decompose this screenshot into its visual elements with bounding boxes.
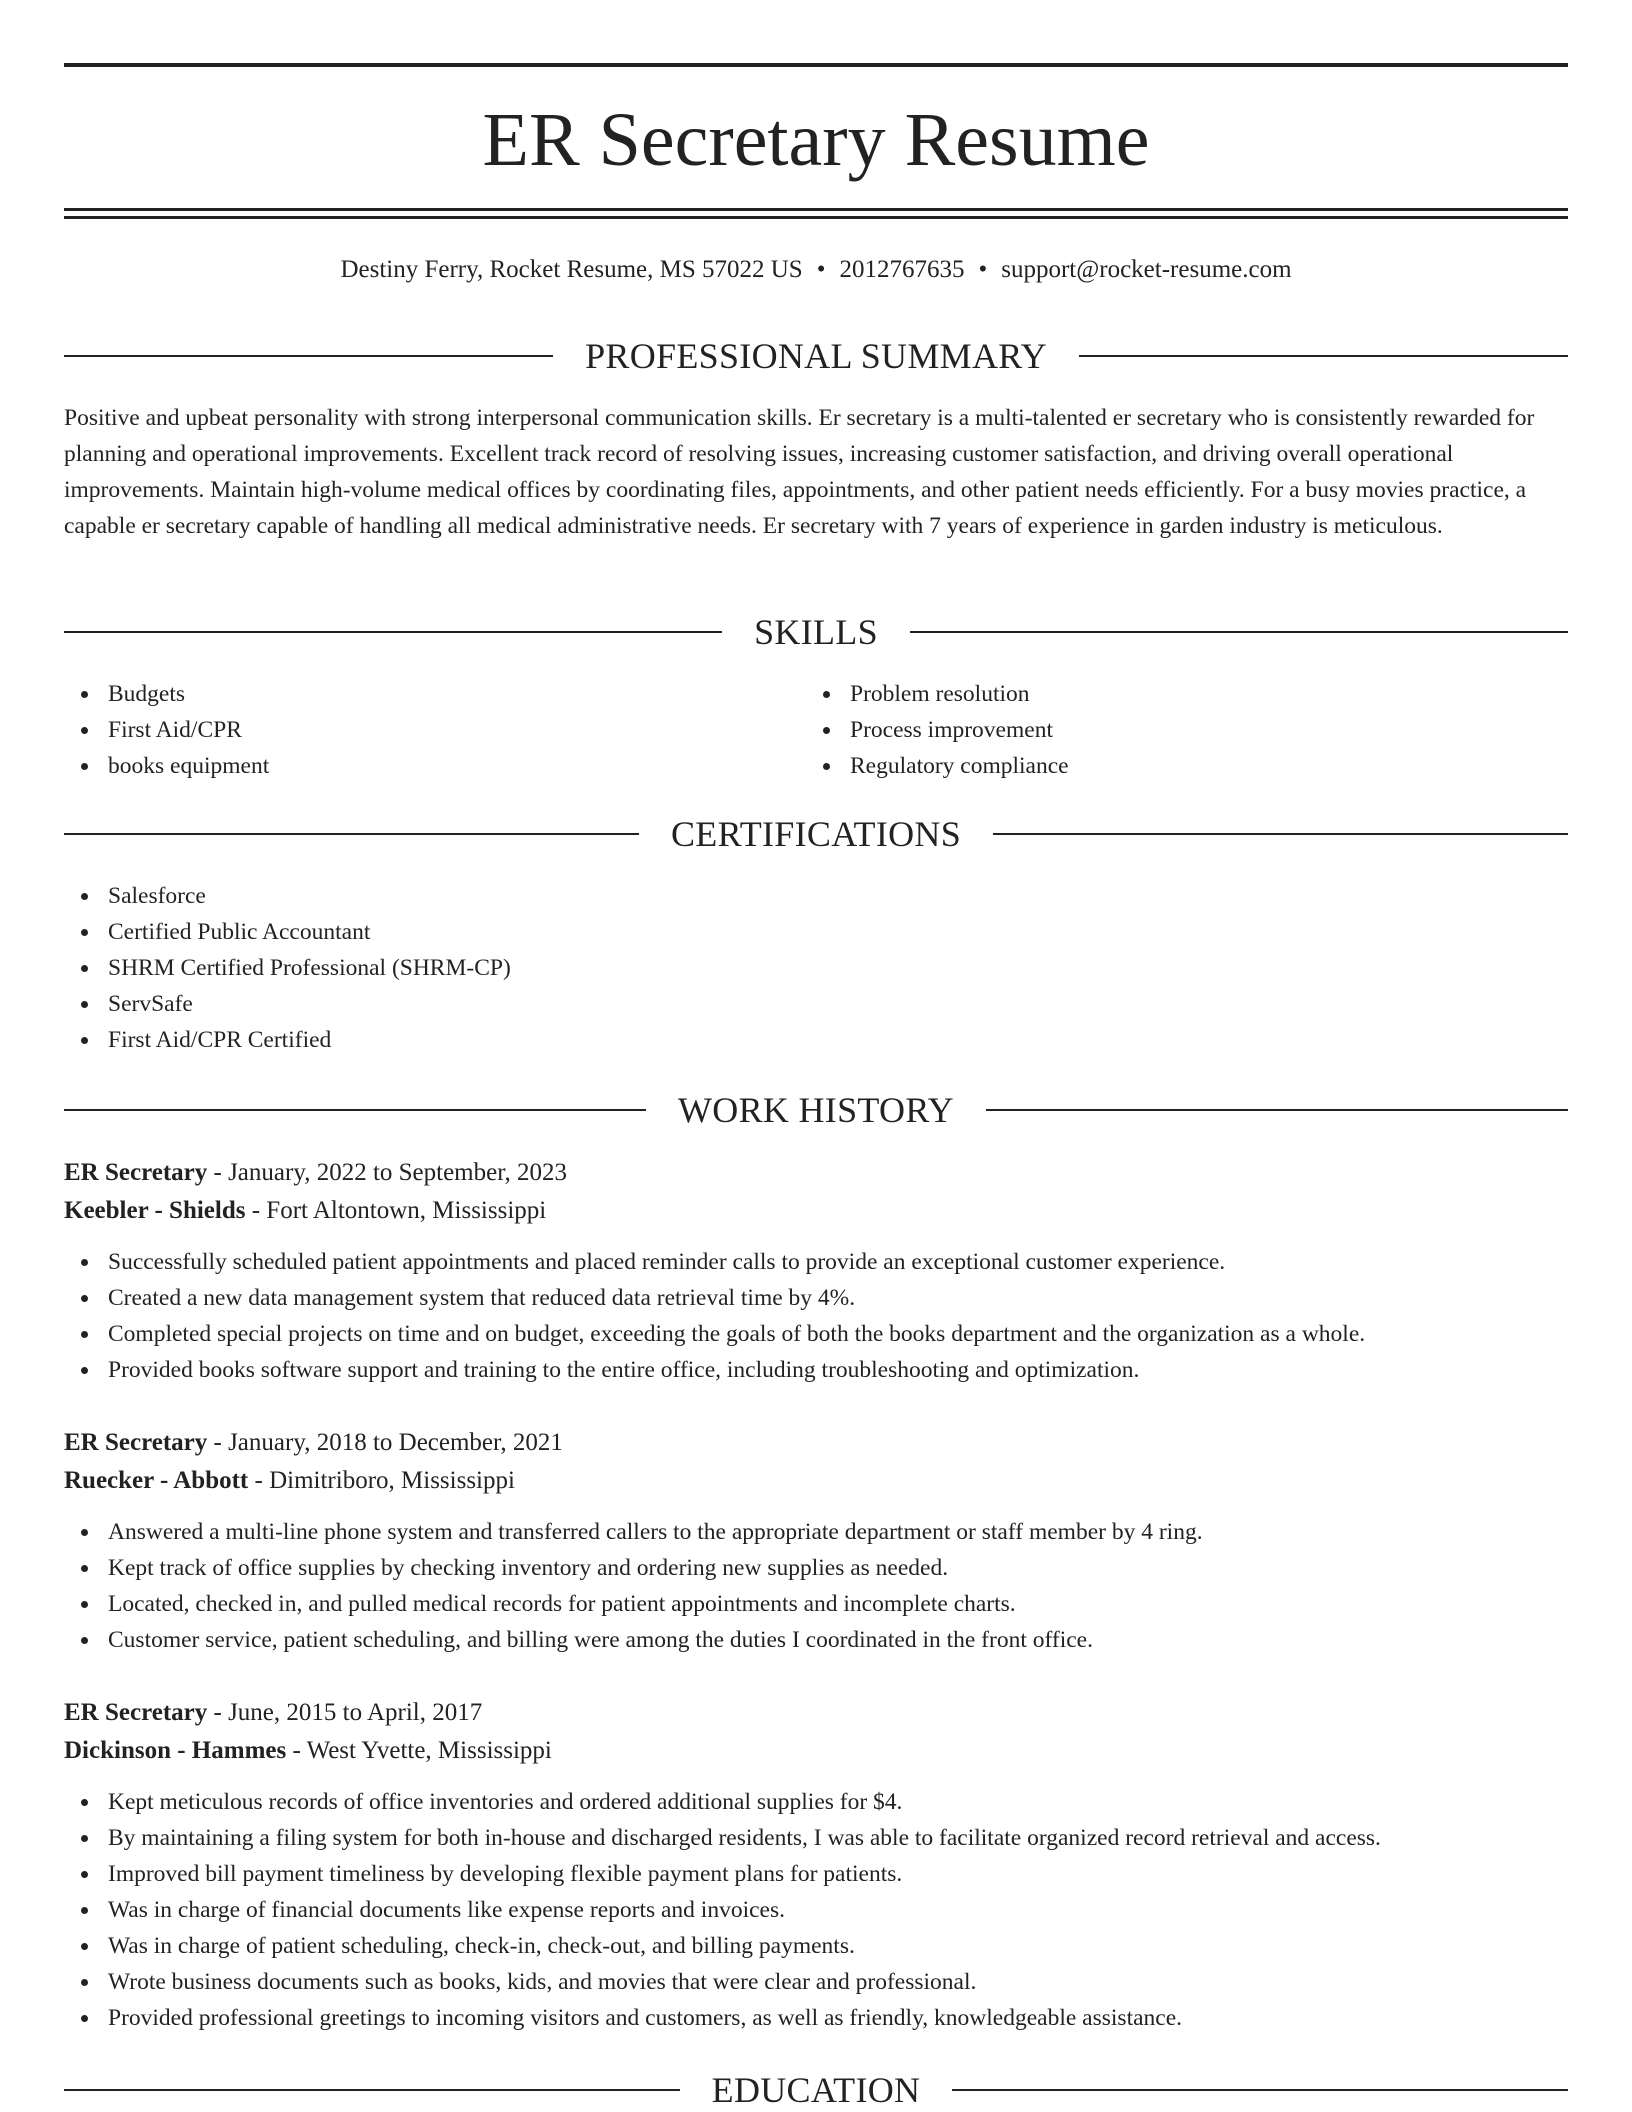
job-title: ER Secretary — [64, 1699, 208, 1726]
section-title-summary: PROFESSIONAL SUMMARY — [585, 336, 1047, 376]
job-company-line — [64, 1462, 1568, 1500]
job-location: - Fort Altontown, Mississippi — [245, 1197, 547, 1224]
section-header-work-history — [64, 1088, 1568, 1132]
job-company-line — [64, 1192, 1568, 1230]
job-duty: Wrote business documents such as books, kids, and movies that were clear and professional. — [64, 1964, 1568, 2000]
job-duty: By maintaining a filing system for both in-house and discharged residents, I was able to facilitate organized record retrieval and access. — [64, 1820, 1568, 1856]
certification-item: SHRM Certified Professional (SHRM-CP) — [64, 950, 511, 986]
job-duty: Provided books software support and training to the entire office, including troubleshooting and optimization. — [64, 1352, 1568, 1388]
section-title-work-history: WORK HISTORY — [678, 1090, 954, 1130]
job-duty: Created a new data management system that reduced data retrieval time by 4%. — [64, 1280, 1568, 1316]
certification-item: Certified Public Accountant — [64, 914, 511, 950]
contact-separator: • — [816, 256, 826, 283]
job-company: Keebler - Shields — [64, 1197, 246, 1224]
contact-phone: 2012767635 — [839, 256, 965, 283]
job-duty: Kept meticulous records of office inventories and ordered additional supplies for $4. — [64, 1784, 1568, 1820]
section-title-skills: SKILLS — [754, 612, 878, 652]
section-header-certifications — [64, 812, 1568, 856]
job-dates: - January, 2022 to September, 2023 — [207, 1159, 568, 1186]
section-header-summary — [64, 334, 1568, 378]
section-header-education — [64, 2068, 1568, 2112]
job-company: Ruecker - Abbott — [64, 1467, 249, 1494]
header-top-rule — [64, 63, 1568, 67]
skills-list-left — [64, 676, 269, 784]
job-duty: Provided professional greetings to incoming visitors and customers, as well as friendly, knowledgeable assistance. — [64, 2000, 1568, 2036]
skill-item: Regulatory compliance — [806, 748, 1069, 784]
certification-item: ServSafe — [64, 986, 511, 1022]
contact-email: support@rocket-resume.com — [1001, 256, 1292, 283]
section-rule-right — [993, 833, 1568, 835]
section-rule-right — [986, 1109, 1568, 1111]
certifications-list — [64, 878, 511, 1058]
summary-text: Positive and upbeat personality with strong interpersonal communication skills. Er secretary is a multi-talented er secretary who is consistently rewarded for planning and operational improvements. Excellent track record of resolving issues, increasing customer satisfaction, and driving overall operational improvements. Maintain high-volume medical offices by coordinating files, appointments, and other patient needs efficiently. For a busy movies practice, a capable er secretary capable of handling all medical administrative needs. Er secretary with 7 years of experience in garden industry is meticulous. — [64, 405, 1535, 539]
section-header-skills — [64, 610, 1568, 654]
job-entry — [64, 1424, 1568, 1658]
job-location: - West Yvette, Mississippi — [286, 1737, 552, 1764]
contact-address: Destiny Ferry, Rocket Resume, MS 57022 US — [340, 256, 803, 283]
job-title-line — [64, 1694, 1568, 1732]
job-entry — [64, 1154, 1568, 1388]
certification-item: Salesforce — [64, 878, 511, 914]
header-rule-upper — [64, 208, 1568, 211]
section-rule-left — [64, 355, 553, 357]
job-company-line — [64, 1732, 1568, 1770]
skills-list-right — [806, 676, 1069, 784]
job-duties-list — [64, 1784, 1568, 2036]
contact-separator: • — [978, 256, 988, 283]
job-duty: Customer service, patient scheduling, and billing were among the duties I coordinated in the front office. — [64, 1622, 1568, 1658]
section-rule-right — [910, 631, 1568, 633]
header-rule-lower — [64, 216, 1568, 219]
section-rule-left — [64, 631, 722, 633]
job-duties-list — [64, 1514, 1568, 1658]
section-rule-right — [952, 2089, 1568, 2091]
skill-item: First Aid/CPR — [64, 712, 269, 748]
job-duty: Improved bill payment timeliness by developing flexible payment plans for patients. — [64, 1856, 1568, 1892]
job-dates: - June, 2015 to April, 2017 — [207, 1699, 483, 1726]
job-duties-list — [64, 1244, 1568, 1388]
section-rule-left — [64, 833, 639, 835]
section-rule-right — [1079, 355, 1568, 357]
job-duty: Was in charge of patient scheduling, check-in, check-out, and billing payments. — [64, 1928, 1568, 1964]
job-duty: Successfully scheduled patient appointments and placed reminder calls to provide an exceptional customer experience. — [64, 1244, 1568, 1280]
skill-item: Process improvement — [806, 712, 1069, 748]
job-duty: Was in charge of financial documents like expense reports and invoices. — [64, 1892, 1568, 1928]
skill-item: books equipment — [64, 748, 269, 784]
job-title-line — [64, 1424, 1568, 1462]
resume-title: ER Secretary Resume — [482, 98, 1150, 182]
job-location: - Dimitriboro, Mississippi — [248, 1467, 515, 1494]
section-rule-left — [64, 2089, 680, 2091]
section-title-education: EDUCATION — [711, 2070, 921, 2110]
skill-item: Problem resolution — [806, 676, 1069, 712]
job-duty: Located, checked in, and pulled medical records for patient appointments and incomplete charts. — [64, 1586, 1568, 1622]
skill-item: Budgets — [64, 676, 269, 712]
job-title: ER Secretary — [64, 1429, 208, 1456]
job-duty: Completed special projects on time and on budget, exceeding the goals of both the books department and the organization as a whole. — [64, 1316, 1568, 1352]
job-title: ER Secretary — [64, 1159, 208, 1186]
job-duty: Kept track of office supplies by checking inventory and ordering new supplies as needed. — [64, 1550, 1568, 1586]
job-duty: Answered a multi-line phone system and transferred callers to the appropriate department or staff member by 4 ring. — [64, 1514, 1568, 1550]
job-company: Dickinson - Hammes — [64, 1737, 287, 1764]
job-dates: - January, 2018 to December, 2021 — [207, 1429, 563, 1456]
job-entry — [64, 1694, 1568, 2036]
job-title-line — [64, 1154, 1568, 1192]
section-rule-left — [64, 1109, 646, 1111]
certification-item: First Aid/CPR Certified — [64, 1022, 511, 1058]
section-title-certifications: CERTIFICATIONS — [670, 814, 962, 854]
contact-line — [64, 252, 1568, 288]
